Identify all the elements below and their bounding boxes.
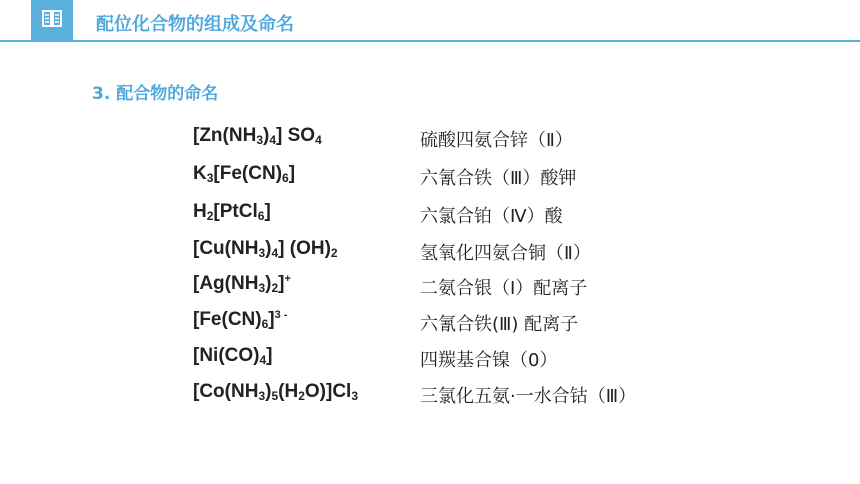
formula: $[Ag(NH_3)_2]^+$ [193, 273, 291, 295]
formula: $[Fe(CN)_6]^{3 -}$ [193, 309, 288, 331]
formula: $[Ni(CO)_4]$ [193, 345, 273, 367]
table-row [0, 201, 860, 231]
compound-name: 六氰合铁（Ⅲ）酸钾 [420, 168, 577, 189]
compound-name: 四羰基合镍（0） [420, 350, 558, 371]
table-row [0, 345, 860, 375]
section-title: 3. 配合物的命名 [92, 84, 219, 104]
formula: $[Co(NH_3)_5(H_2O)]Cl_3$ [193, 381, 359, 403]
table-row [0, 125, 860, 155]
compound-name: 三氯化五氨·一水合钴（Ⅲ） [420, 386, 637, 407]
compound-name: 硫酸四氨合锌（Ⅱ） [420, 130, 573, 151]
formula: $[Cu(NH_3)_4]$ $(OH)_2$ [193, 238, 338, 260]
formula: $K_3[Fe(CN)_6]$ [193, 163, 296, 185]
table-row [0, 309, 860, 339]
compound-name: 二氨合银（Ⅰ）配离子 [420, 278, 588, 299]
table-row [0, 163, 860, 193]
formula: $H_2[PtCl_6]$ [193, 201, 271, 223]
table-row [0, 273, 860, 303]
table-row [0, 381, 860, 411]
compound-name: 六氯合铂（Ⅳ）酸 [420, 206, 563, 227]
page-title: 配位化合物的组成及命名 [96, 14, 294, 35]
compound-name: 氢氧化四氨合铜（Ⅱ） [420, 243, 591, 264]
formula: $[Zn(NH_3)_4]$ $SO_4$ [193, 125, 322, 147]
compound-name: 六氰合铁(Ⅲ) 配离子 [420, 314, 579, 335]
table-row [0, 238, 860, 268]
